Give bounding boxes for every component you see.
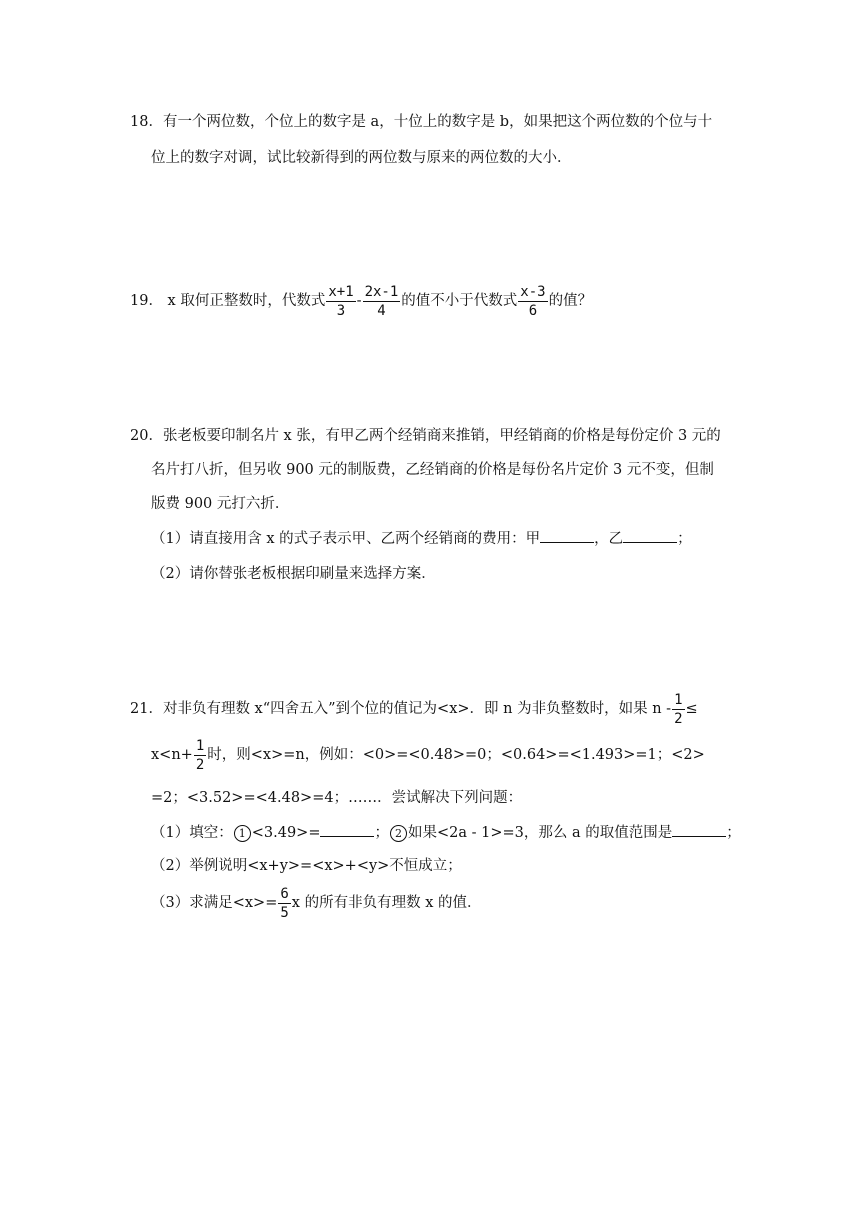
fraction-numerator: 1 xyxy=(674,691,683,708)
q21-line-2-text: 时，则<x>=n，例如：<0>=<0.48>=0；<0.64>=<1.493>=1；<2> xyxy=(207,747,705,763)
fraction-numerator: 2x-1 xyxy=(364,283,399,300)
q21-part-3 xyxy=(151,884,481,922)
q20-part-1-text: （1）请直接用含 x 的式子表示甲、乙两个经销商的费用：甲 xyxy=(151,531,541,547)
fraction-denominator: 2 xyxy=(195,756,205,773)
q20-part-1-text: ，乙 xyxy=(594,531,624,547)
q21-part-1-text: ； xyxy=(726,825,741,841)
fraction-numerator: x+1 xyxy=(328,283,354,300)
q21-part-1-text: ； xyxy=(374,825,389,841)
fraction-denominator: 5 xyxy=(280,904,289,921)
q20-line-3: 版费 900 元打六折． xyxy=(151,496,290,512)
q20-part-1 xyxy=(151,528,692,549)
fraction-denominator: 3 xyxy=(336,302,346,319)
fraction-numerator: 1 xyxy=(195,737,205,754)
q19-prefix: 19． x 取何正整数时，代数式 xyxy=(130,293,326,309)
fraction-six-fifths xyxy=(278,885,290,922)
answer-blank-yi[interactable] xyxy=(623,528,677,543)
minus-sign: - xyxy=(356,293,362,309)
q19-suffix: 的值？ xyxy=(548,293,593,309)
q21-part-1-text: 如果<2a - 1>=3，那么 a 的取值范围是 xyxy=(407,825,673,841)
fraction-x-minus-3-over-6 xyxy=(518,283,547,320)
circled-number-1: 1 xyxy=(234,825,251,842)
fraction-one-half xyxy=(194,737,206,774)
fraction-x-plus-1-over-3 xyxy=(326,283,355,320)
fraction-denominator: 4 xyxy=(377,302,386,319)
q18-line-1: 18．有一个两位数，个位上的数字是 a，十位上的数字是 b，如果把这个两位数的个位与十 xyxy=(130,114,713,130)
answer-blank-2[interactable] xyxy=(672,822,726,837)
q21-line-1 xyxy=(130,690,698,728)
q20-part-2: （2）请你替张老板根据印刷量来选择方案． xyxy=(151,566,436,582)
answer-blank-jia[interactable] xyxy=(540,528,594,543)
answer-blank-1[interactable] xyxy=(320,822,374,837)
q21-part-3-text: （3）求满足<x>= xyxy=(151,895,278,911)
q21-line-1-text: 21．对非负有理数 x“四舍五入”到个位的值记为<x>．即 n 为非负整数时，如果 n - xyxy=(130,701,672,717)
q21-part-2: （2）举例说明<x+y>=<x>+<y>不恒成立； xyxy=(151,858,462,874)
q21-part-1-text: <3.49>= xyxy=(251,825,321,841)
q20-line-1: 20．张老板要印制名片 x 张，有甲乙两个经销商来推销，甲经销商的价格是每份定价 3 元的 xyxy=(130,428,721,444)
circled-number-2: 2 xyxy=(390,825,407,842)
q20-line-2: 名片打八折，但另收 900 元的制版费，乙经销商的价格是每份名片定价 3 元不变，但制 xyxy=(151,462,714,478)
q21-line-3: =2；<3.52>=<4.48>=4；……．尝试解决下列问题： xyxy=(151,790,523,806)
q21-part-1 xyxy=(151,822,741,843)
q21-line-2-text: x<n+ xyxy=(151,747,193,763)
fraction-one-half xyxy=(672,691,684,728)
q21-part-1-text: （1）填空： xyxy=(151,825,233,841)
q19-middle: 的值不小于代数式 xyxy=(401,293,518,309)
fraction-denominator: 2 xyxy=(674,710,683,727)
fraction-numerator: 6 xyxy=(280,885,289,902)
q20-part-1-text: ； xyxy=(677,531,692,547)
q18-line-2: 位上的数字对调，试比较新得到的两位数与原来的两位数的大小． xyxy=(151,150,572,166)
q21-part-3-text: x 的所有非负有理数 x 的值． xyxy=(291,895,482,911)
q19-line xyxy=(130,282,592,320)
fraction-denominator: 6 xyxy=(528,302,538,319)
fraction-2x-minus-1-over-4 xyxy=(363,283,401,320)
q21-line-2 xyxy=(151,736,705,774)
fraction-numerator: x-3 xyxy=(520,283,546,300)
leq-sign: ≤ xyxy=(685,701,698,717)
